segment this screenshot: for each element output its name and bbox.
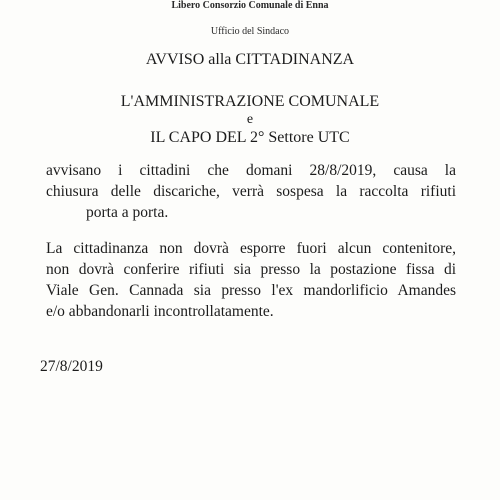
issuer-conjunction: e	[246, 112, 254, 127]
office-subheader: Ufficio del Sindaco	[210, 26, 290, 37]
paragraph-line: avvisano i cittadini che domani 28/8/2019, causa la	[46, 162, 456, 179]
notice-date: 27/8/2019	[40, 358, 103, 375]
issuer-sector-head: IL CAPO DEL 2° Settore UTC	[150, 129, 350, 146]
paragraph-line: chiusura delle discariche, verrà sospesa la raccolta rifiuti	[46, 183, 456, 200]
paragraph-line: non dovrà conferire rifiuti sia presso la postazione fissa di	[46, 261, 456, 278]
paragraph-suspension	[46, 160, 456, 223]
paragraph-instructions	[46, 238, 456, 322]
paragraph-line: Viale Gen. Cannada sia presso l'ex mandorlificio Amandes	[46, 282, 456, 299]
notice-title: AVVISO alla CITTADINANZA	[145, 51, 355, 68]
paragraph-line: e/o abbandonarli incontrollatamente.	[46, 303, 274, 320]
paragraph-line: porta a porta.	[86, 204, 169, 221]
issuer-administration: L'AMMINISTRAZIONE COMUNALE	[120, 93, 380, 110]
organization-header: Libero Consorzio Comunale di Enna	[171, 0, 329, 11]
paragraph-line: La cittadinanza non dovrà esporre fuori alcun contenitore,	[46, 240, 456, 257]
